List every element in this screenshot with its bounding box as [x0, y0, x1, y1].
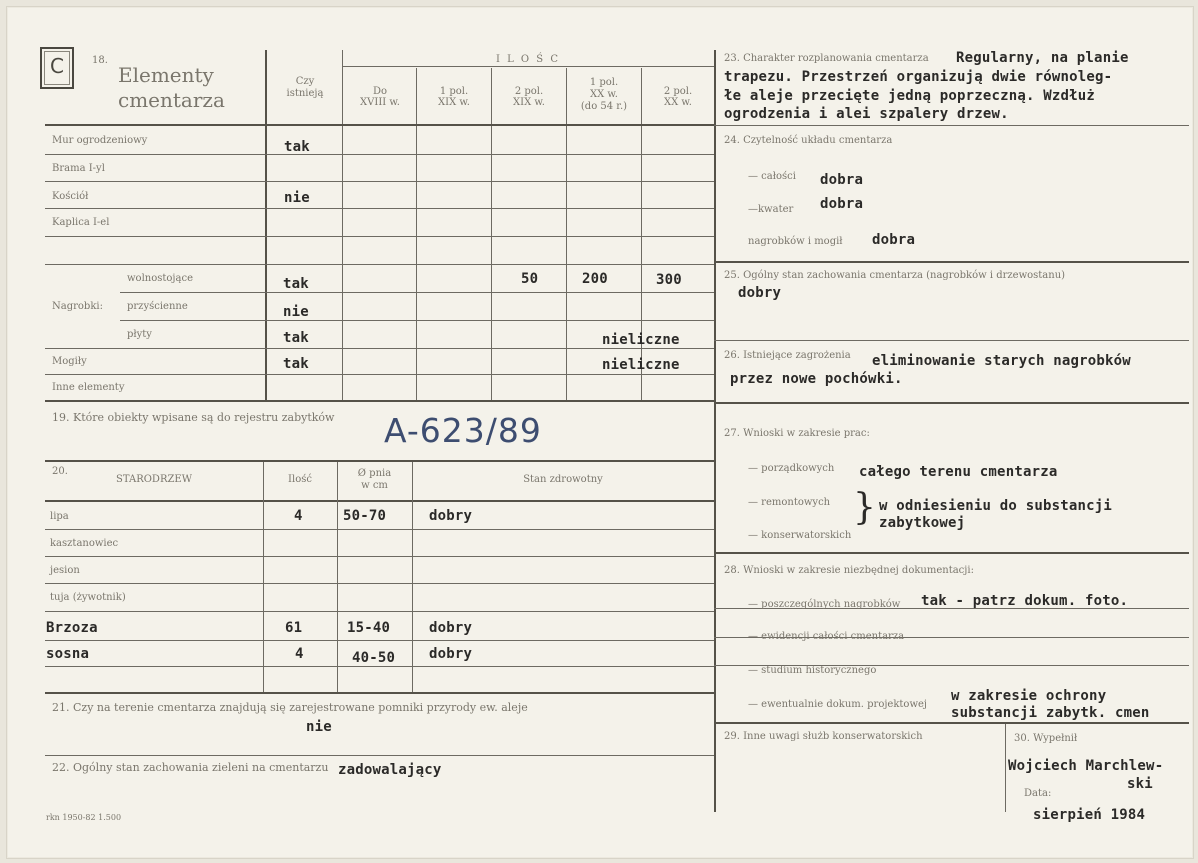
divider: [45, 208, 714, 209]
divider: [714, 722, 1189, 724]
section-19-label: 19. Które obiekty wpisane są do rejestru zabytków: [52, 411, 335, 424]
col-header: XVIII w.: [360, 97, 400, 108]
row-value-ilosc: nieliczne: [602, 357, 680, 373]
divider: [714, 402, 1189, 404]
divider: [416, 68, 417, 400]
row-value-ilosc: nieliczne: [602, 332, 680, 348]
divider: [45, 264, 714, 265]
projektowej-value: substancji zabytk. cmen: [951, 705, 1150, 721]
calosci-value: dobra: [820, 172, 864, 188]
tree-pnia: 50-70: [343, 508, 387, 524]
col-header-czy: istnieją: [286, 88, 324, 99]
tree-name: tuja (żywotnik): [50, 592, 126, 603]
divider: [45, 124, 714, 126]
col-header-ilosc: Ilość: [288, 474, 312, 485]
print-note: rkn 1950-82 1.500: [46, 813, 122, 822]
section-29-label: 29. Inne uwagi służb konserwatorskich: [724, 731, 923, 742]
section-23-text: łe aleje przecięte jedną poprzeczną. Wzdłuż: [724, 88, 1096, 104]
col-header: 2 pol.: [514, 86, 544, 97]
kwater-label: —kwater: [748, 204, 794, 215]
studium-label: — studium historycznego: [748, 665, 877, 676]
divider: [566, 68, 567, 400]
konserwatorskich-label: — konserwatorskich: [748, 530, 852, 541]
tree-name: jesion: [50, 565, 80, 576]
section-24-label: 24. Czytelność układu cmentarza: [724, 135, 893, 146]
col-header-pnia: Ø pnia: [357, 468, 392, 479]
section-title-line1: Elementy: [118, 63, 214, 87]
row-value-czy: nie: [283, 304, 309, 320]
tree-pnia: 15-40: [347, 620, 391, 636]
col-header: Do: [372, 86, 388, 97]
porzadkowych-value: całego terenu cmentarza: [859, 464, 1058, 480]
row-value-czy: tak: [283, 330, 309, 346]
row-label: Kościół: [52, 191, 89, 202]
divider: [412, 462, 413, 692]
tree-stan: dobry: [429, 646, 473, 662]
divider: [120, 320, 714, 321]
section-23-text: Regularny, na planie: [956, 50, 1129, 66]
divider: [45, 181, 714, 182]
section-number: 18.: [92, 55, 108, 66]
row-label: Mogiły: [52, 356, 87, 367]
section-21-value: nie: [306, 719, 332, 735]
row-value-czy: tak: [283, 276, 309, 292]
side-letter-box: C: [40, 47, 74, 89]
section-27-label: 27. Wnioski w zakresie prac:: [724, 428, 870, 439]
col-header: 2 pol.: [663, 86, 693, 97]
row-value-czy: tak: [284, 139, 310, 155]
column-divider: [714, 50, 716, 812]
tree-stan: dobry: [429, 620, 473, 636]
inventory-card: [6, 6, 1194, 859]
col-header-ilosc: I L O Ś C: [495, 54, 560, 65]
row-label: Mur ogrodzeniowy: [52, 135, 148, 146]
divider: [45, 400, 714, 402]
section-25-label: 25. Ogólny stan zachowania cmentarza (nagrobków i drzewostanu): [724, 270, 1066, 281]
section-23-text: ogrodzenia i alei szpalery drzew.: [724, 106, 1009, 122]
section-26-text: eliminowanie starych nagrobków: [872, 353, 1131, 369]
section-22-label: 22. Ogólny stan zachowania zieleni na cmentarzu: [52, 761, 329, 774]
kwater-value: dobra: [820, 196, 864, 212]
poszczegolnych-value: tak - patrz dokum. foto.: [921, 593, 1129, 609]
col-header: 1 pol.: [589, 77, 619, 88]
poszczegolnych-label: — poszczególnych nagrobków: [748, 599, 901, 610]
section-25-value: dobry: [738, 285, 782, 301]
col-header: XIX w.: [438, 97, 470, 108]
nagrobkow-value: dobra: [872, 232, 916, 248]
filled-date: sierpień 1984: [1033, 807, 1146, 823]
section-number: 20.: [52, 466, 68, 477]
section-26-text: przez nowe pochówki.: [730, 371, 903, 387]
filled-by-name: ski: [1127, 776, 1153, 792]
row-label: wolnostojące: [127, 273, 193, 284]
row-label: przyścienne: [127, 301, 188, 312]
col-header: 1 pol.: [439, 86, 469, 97]
row-value-2pol-xx: 300: [656, 272, 682, 288]
row-value-czy: tak: [283, 356, 309, 372]
section-title-line2: cmentarza: [118, 88, 225, 112]
section-21-label: 21. Czy na terenie cmentarza znajdują się zarejestrowane pomniki przyrody ew. aleje: [52, 701, 528, 714]
divider: [714, 552, 1189, 554]
registry-number: A-623/89: [384, 411, 542, 450]
tree-ilosc: 4: [295, 646, 304, 662]
col-header-stan: Stan zdrowotny: [523, 474, 603, 485]
data-label: Data:: [1024, 788, 1052, 799]
col-header-pnia: w cm: [361, 480, 388, 491]
divider: [45, 154, 714, 155]
divider: [641, 68, 642, 400]
tree-ilosc: 4: [294, 508, 303, 524]
divider: [45, 556, 714, 557]
divider: [45, 529, 714, 530]
tree-name: sosna: [46, 646, 90, 662]
tree-pnia: 40-50: [352, 650, 396, 666]
divider: [1005, 724, 1006, 812]
section-23-text: trapezu. Przestrzeń organizują dwie równoleg-: [724, 69, 1113, 85]
section-28-label: 28. Wnioski w zakresie niezbędnej dokumentacji:: [724, 565, 974, 576]
divider: [45, 583, 714, 584]
projektowej-value: w zakresie ochrony: [951, 688, 1107, 704]
remontowych-value: w odniesieniu do substancji: [879, 498, 1112, 514]
ewidencji-label: — ewidencji całości cmentarza: [748, 631, 905, 642]
divider: [714, 261, 1189, 263]
divider: [342, 66, 714, 67]
tree-name: lipa: [50, 511, 69, 522]
porzadkowych-label: — porządkowych: [748, 463, 835, 474]
tree-stan: dobry: [429, 508, 473, 524]
divider: [45, 374, 714, 375]
divider: [45, 611, 714, 612]
col-header: XX w.: [664, 97, 692, 108]
remontowych-label: — remontowych: [748, 497, 831, 508]
row-group-label: Nagrobki:: [52, 301, 103, 312]
nagrobkow-label: nagrobków i mogił: [748, 236, 843, 247]
col-header-czy: Czy: [295, 76, 315, 87]
col-header: (do 54 r.): [580, 101, 628, 112]
section-22-value: zadowalający: [338, 762, 442, 778]
col-header: XX w.: [590, 89, 618, 100]
section-23-label: 23. Charakter rozplanowania cmentarza: [724, 53, 929, 64]
divider: [45, 755, 714, 756]
divider: [45, 236, 714, 237]
row-label: Inne elementy: [52, 382, 125, 393]
projektowej-label: — ewentualnie dokum. projektowej: [748, 699, 928, 710]
row-value-2pol-xix: 50: [521, 271, 539, 287]
divider: [45, 692, 714, 694]
filled-by-name: Wojciech Marchlew-: [1008, 758, 1164, 774]
section-30-label: 30. Wypełnił: [1014, 733, 1078, 744]
col-header-starodrzew: STARODRZEW: [116, 474, 192, 485]
divider: [491, 68, 492, 400]
remontowych-value: zabytkowej: [879, 515, 966, 531]
divider: [45, 640, 714, 641]
divider: [120, 292, 714, 293]
divider: [714, 340, 1189, 341]
section-26-label: 26. Istniejące zagrożenia: [724, 350, 851, 361]
brace-icon: }: [853, 487, 876, 528]
divider: [45, 500, 714, 502]
tree-ilosc: 61: [285, 620, 303, 636]
col-header: XIX w.: [513, 97, 545, 108]
divider: [337, 462, 338, 692]
divider: [45, 460, 714, 462]
divider: [263, 462, 264, 692]
row-value-1pol-xx: 200: [582, 271, 608, 287]
row-label: płyty: [127, 329, 152, 340]
tree-name: kasztanowiec: [50, 538, 119, 549]
divider: [714, 125, 1189, 126]
calosci-label: — całości: [748, 171, 796, 182]
row-value-czy: nie: [284, 190, 310, 206]
row-label: Brama I-yl: [52, 163, 105, 174]
row-label: Kaplica I-el: [52, 217, 110, 228]
tree-name: Brzoza: [46, 620, 98, 636]
